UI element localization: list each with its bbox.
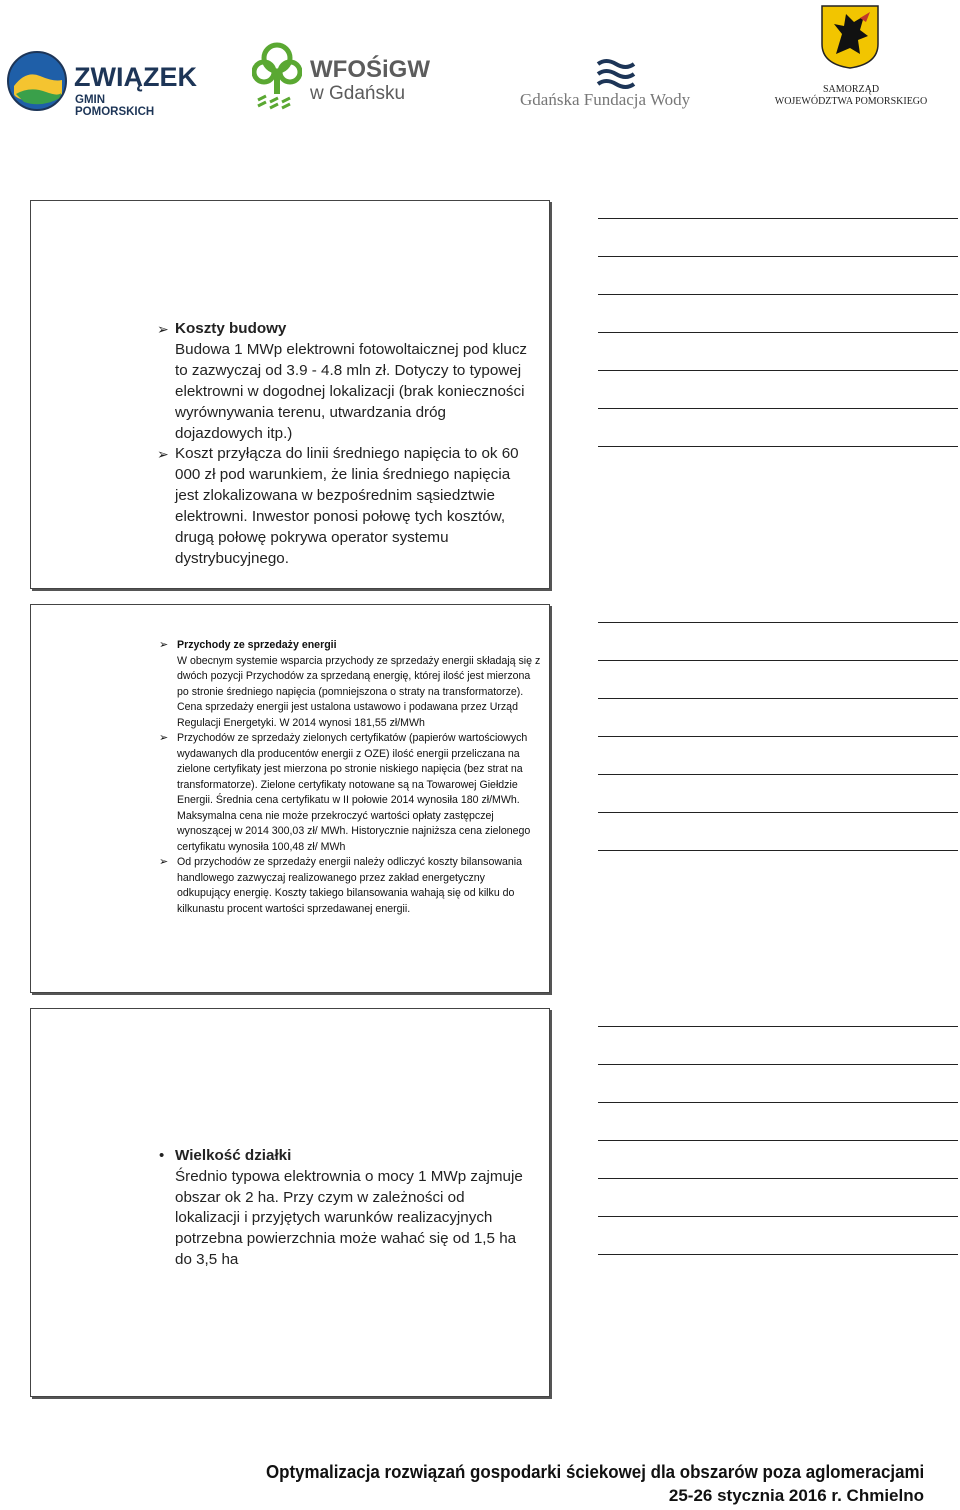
note-line [598, 370, 958, 371]
dot-bullet-icon: • [159, 1147, 165, 1164]
arrow-bullet-icon: ➢ [159, 856, 169, 868]
bullet-item [159, 1146, 529, 1271]
arrow-bullet-icon: ➢ [159, 639, 169, 651]
gfw-logo-text: Gdańska Fundacja Wody [520, 90, 691, 109]
arrow-bullet-icon: ➢ [157, 321, 169, 337]
logo-samorzad-wojewodztwa-pomorskiego [766, 4, 936, 108]
note-line [598, 1140, 958, 1141]
note-line [598, 1064, 958, 1065]
bullet-item [159, 319, 529, 444]
logo-gdanska-fundacja-wody [518, 56, 718, 116]
note-line [598, 850, 958, 851]
zwiazek-emblem-icon [6, 50, 68, 112]
note-line [598, 622, 958, 623]
griffin-shield-icon [820, 4, 880, 70]
slide-bullet-list [159, 1146, 529, 1271]
slide-przychody [30, 604, 550, 993]
note-line [598, 1026, 958, 1027]
bullet-item [161, 731, 541, 855]
wfosigw-logo-line1: WFOŚiGW [310, 56, 430, 83]
note-line [598, 1216, 958, 1217]
bullet-text: Budowa 1 MWp elektrowni fotowoltaicznej pod klucz to zazwyczaj od 3.9 - 4.8 mln zł. Dotyczy to typowej elektrowni w dogodnej lokalizacji (brak konieczności wyrównywania terenu, utwardzania dróg dojazdowych itp.) [175, 340, 528, 442]
note-line [598, 408, 958, 409]
bullet-text: Średnio typowa elektrownia o mocy 1 MWp zajmuje obszar ok 2 ha. Przy czym w zależności od lokalizacji i przyjętych warunków realizacyjnych potrzebna powierzchnia może wahać się od 1,5 ha do 3,5 ha [175, 1167, 523, 1268]
arrow-bullet-icon: ➢ [157, 446, 169, 463]
note-line [598, 736, 958, 737]
note-line [598, 256, 958, 257]
note-line [598, 294, 958, 295]
note-line [598, 812, 958, 813]
zwiazek-logo-line2: GMIN POMORSKICH [75, 94, 155, 118]
logo-wfosigw [252, 42, 442, 114]
bullet-item [159, 444, 529, 569]
note-line [598, 1254, 958, 1255]
bullet-title: Koszty budowy [175, 320, 287, 337]
slide-bullet-list [161, 638, 541, 917]
bullet-text: Od przychodów ze sprzedaży energii należy odliczyć koszty bilansowania handlowego zazwyczaj realizowanego przez zakład energetyczny odkupujący energię. Koszty takiego bilansowania wahają się od kilku do kilkunastu procent wartości sprzedawanej energii. [177, 856, 523, 915]
tree-icon [252, 42, 302, 110]
note-line [598, 218, 958, 219]
footer-title: Optymalizacja rozwiązań gospodarki ściekowej dla obszarów poza aglomeracjami [265, 1462, 924, 1482]
bullet-text: Koszt przyłącza do linii średniego napięcia to ok 60 000 zł pod warunkiem, że linia średniego napięcia jest zlokalizowana w bezpośrednim sąsiedztwie elektrowni. Inwestor ponosi połowę tych kosztów, drugą połowę pokrywa operator systemu dystrybucyjnego. [175, 445, 519, 567]
samorzad-logo-line1: SAMORZĄD [822, 84, 880, 95]
bullet-title: Przychody ze sprzedaży energii [177, 639, 337, 651]
slide-wielkosc-dzialki [30, 1008, 550, 1397]
bullet-text: W obecnym systemie wsparcia przychody ze sprzedaży energii składają się z dwóch pozycji Przychodów za sprzedaną energię, której ilość jest mierzona po stronie średniego napięcia (pomniejszona o straty na transformatorze). Cena sprzedaży energii jest ustalona ustawowo i podawana przez Urząd Regulacji Energetyki. W 2014 wynosi 181,55 zł/MWh [177, 654, 541, 729]
note-line [598, 446, 958, 447]
logo-zwiazek-gmin-pomorskich [6, 48, 197, 120]
note-line [598, 1102, 958, 1103]
zwiazek-logo-line1: ZWIĄZEK [74, 62, 197, 92]
note-line [598, 698, 958, 699]
note-line [598, 1178, 958, 1179]
note-line [598, 660, 958, 661]
note-line [598, 332, 958, 333]
note-line [598, 774, 958, 775]
water-waves-icon [596, 56, 636, 90]
slide-koszty-budowy [30, 200, 550, 589]
wfosigw-logo-line2: w Gdańsku [310, 83, 406, 104]
arrow-bullet-icon: ➢ [159, 732, 169, 744]
bullet-item [161, 855, 541, 917]
slide-bullet-list [159, 319, 529, 570]
bullet-text: Przychodów ze sprzedaży zielonych certyfikatów (papierów wartościowych wydawanych dla producentów energii z OZE) ilość energii przeliczana na zielone certyfikaty jest mierzona po stronie niskiego napięcia (bez strat na transformatorze). Zielone certyfikaty notowane są na Towarowej Giełdzie Energii. Średnia cena certyfikatu w II połowie 2014 wynosiła 180 zł/MWh. Maksymalna cena nie może przekroczyć wartości opłaty zastępczej wynoszącej w 2014 300,03 zł/ MWh. Historycznie najniższa cena zielonego certyfikatu wynosiła 100,48 zł/ MWh [177, 732, 531, 853]
samorzad-logo-line2: WOJEWÓDZTWA POMORSKIEGO [774, 96, 928, 107]
footer-date: 25-26 stycznia 2016 r. Chmielno [668, 1486, 924, 1505]
bullet-item [161, 638, 541, 731]
bullet-title: Wielkość działki [175, 1147, 292, 1164]
